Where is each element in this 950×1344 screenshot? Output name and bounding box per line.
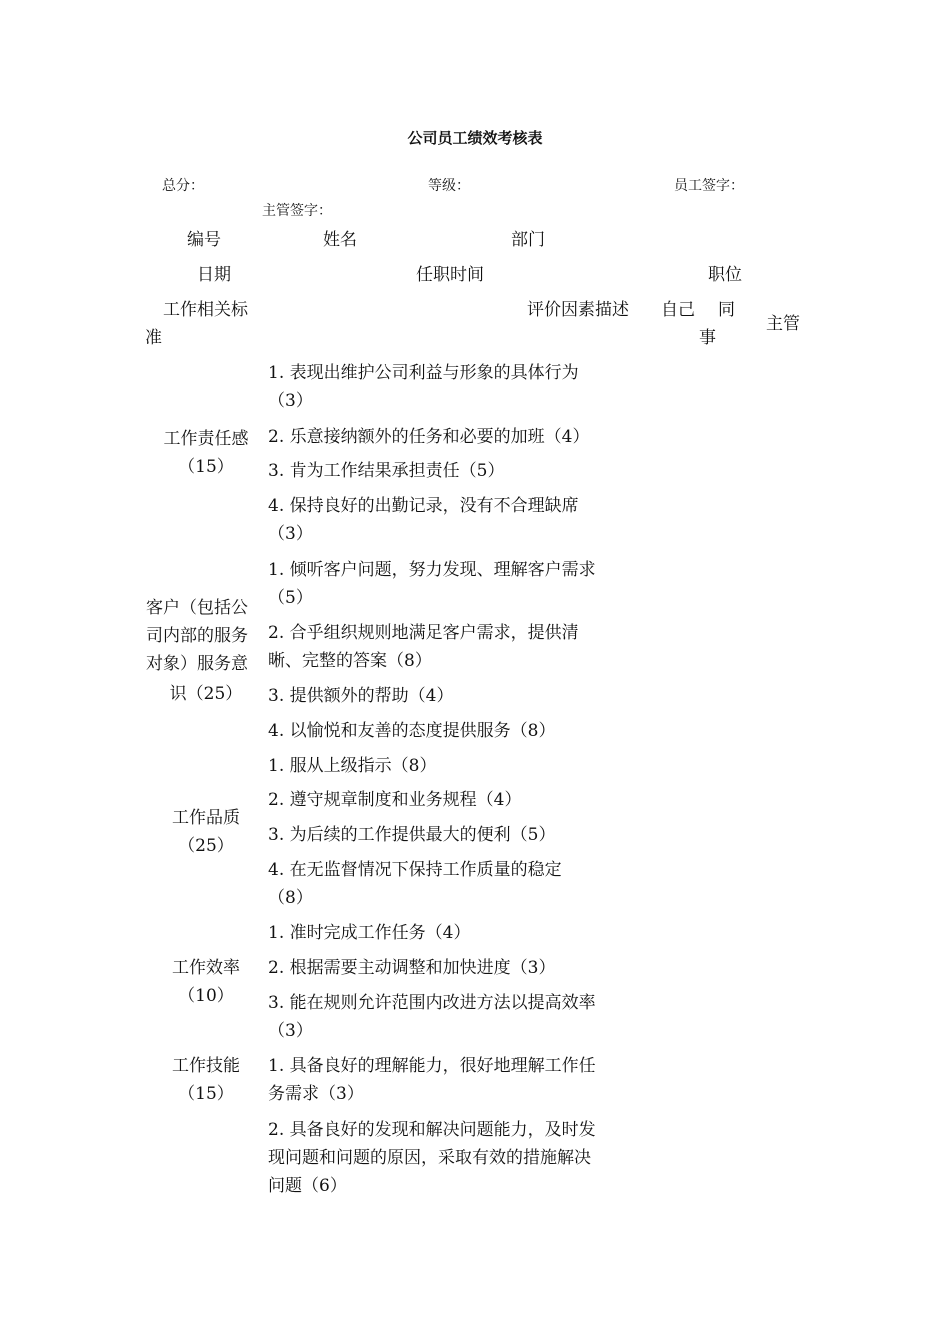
criteria-item-cont: 晰、完整的答案（8） (268, 651, 432, 671)
category-work-efficiency: 工作效率 (172, 958, 240, 978)
criteria-item-cont: （3） (268, 391, 313, 411)
supervisor-header: 主管 (766, 314, 800, 334)
category-customer-service-cont: 司内部的服务 (146, 626, 248, 646)
criteria-item: 3. 为后续的工作提供最大的便利（5） (268, 825, 556, 845)
criteria-item-cont: （3） (268, 1021, 313, 1041)
criteria-item: 2. 根据需要主动调整和加快进度（3） (268, 958, 556, 978)
category-work-efficiency-score: （10） (178, 986, 234, 1006)
criteria-item-cont: （3） (268, 524, 313, 544)
criteria-item: 3. 提供额外的帮助（4） (268, 686, 454, 706)
self-header: 自己 (661, 300, 695, 320)
criteria-item-cont: 务需求（3） (268, 1084, 364, 1104)
department-label: 部门 (511, 230, 545, 250)
category-work-skills-score: （15） (178, 1084, 234, 1104)
criteria-header: 工作相关标 (163, 300, 248, 320)
criteria-item-cont: 问题（6） (268, 1176, 347, 1196)
position-label: 职位 (708, 265, 742, 285)
criteria-item: 2. 合乎组织规则地满足客户需求，提供清 (268, 623, 579, 643)
number-label: 编号 (187, 230, 221, 250)
total-score-label: 总分： (162, 178, 204, 194)
criteria-item: 1. 表现出维护公司利益与形象的具体行为 (268, 363, 579, 383)
criteria-item: 1. 具备良好的理解能力，很好地理解工作任 (268, 1056, 596, 1076)
tenure-label: 任职时间 (416, 265, 484, 285)
grade-label: 等级： (428, 178, 470, 194)
name-label: 姓名 (323, 230, 357, 250)
criteria-item: 1. 倾听客户问题，努力发现、理解客户需求 (268, 560, 596, 580)
employee-signature-label: 员工签字： (674, 178, 744, 194)
criteria-item: 2. 具备良好的发现和解决问题能力，及时发 (268, 1120, 596, 1140)
category-customer-service-score: 识（25） (169, 684, 243, 704)
category-customer-service: 客户（包括公 (146, 598, 248, 618)
description-header: 评价因素描述 (527, 300, 629, 320)
category-customer-service-cont: 对象）服务意 (146, 654, 248, 674)
peer-header-cont: 事 (699, 328, 716, 348)
criteria-item: 3. 肯为工作结果承担责任（5） (268, 461, 505, 481)
criteria-item-cont: 现问题和问题的原因，采取有效的措施解决 (268, 1148, 591, 1168)
category-responsibility: 工作责任感 (163, 429, 249, 449)
category-responsibility-score: （15） (178, 457, 234, 477)
criteria-item: 4. 在无监督情况下保持工作质量的稳定 (268, 860, 562, 880)
category-work-skills: 工作技能 (172, 1056, 240, 1076)
criteria-item-cont: （5） (268, 588, 313, 608)
criteria-item: 3. 能在规则允许范围内改进方法以提高效率 (268, 993, 596, 1013)
criteria-item: 4. 保持良好的出勤记录，没有不合理缺席 (268, 496, 579, 516)
criteria-item-cont: （8） (268, 888, 313, 908)
criteria-item: 2. 乐意接纳额外的任务和必要的加班（4） (268, 427, 590, 447)
supervisor-signature-label: 主管签字： (262, 203, 332, 219)
criteria-header-cont: 准 (145, 328, 162, 348)
criteria-item: 2. 遵守规章制度和业务规程（4） (268, 790, 522, 810)
category-work-quality-score: （25） (178, 836, 234, 856)
criteria-item: 1. 准时完成工作任务（4） (268, 923, 471, 943)
page-title: 公司员工绩效考核表 (407, 129, 543, 147)
criteria-item: 4. 以愉悦和友善的态度提供服务（8） (268, 721, 556, 741)
category-work-quality: 工作品质 (172, 808, 240, 828)
peer-header: 同 (718, 300, 735, 320)
date-label: 日期 (197, 265, 231, 285)
criteria-item: 1. 服从上级指示（8） (268, 756, 437, 776)
